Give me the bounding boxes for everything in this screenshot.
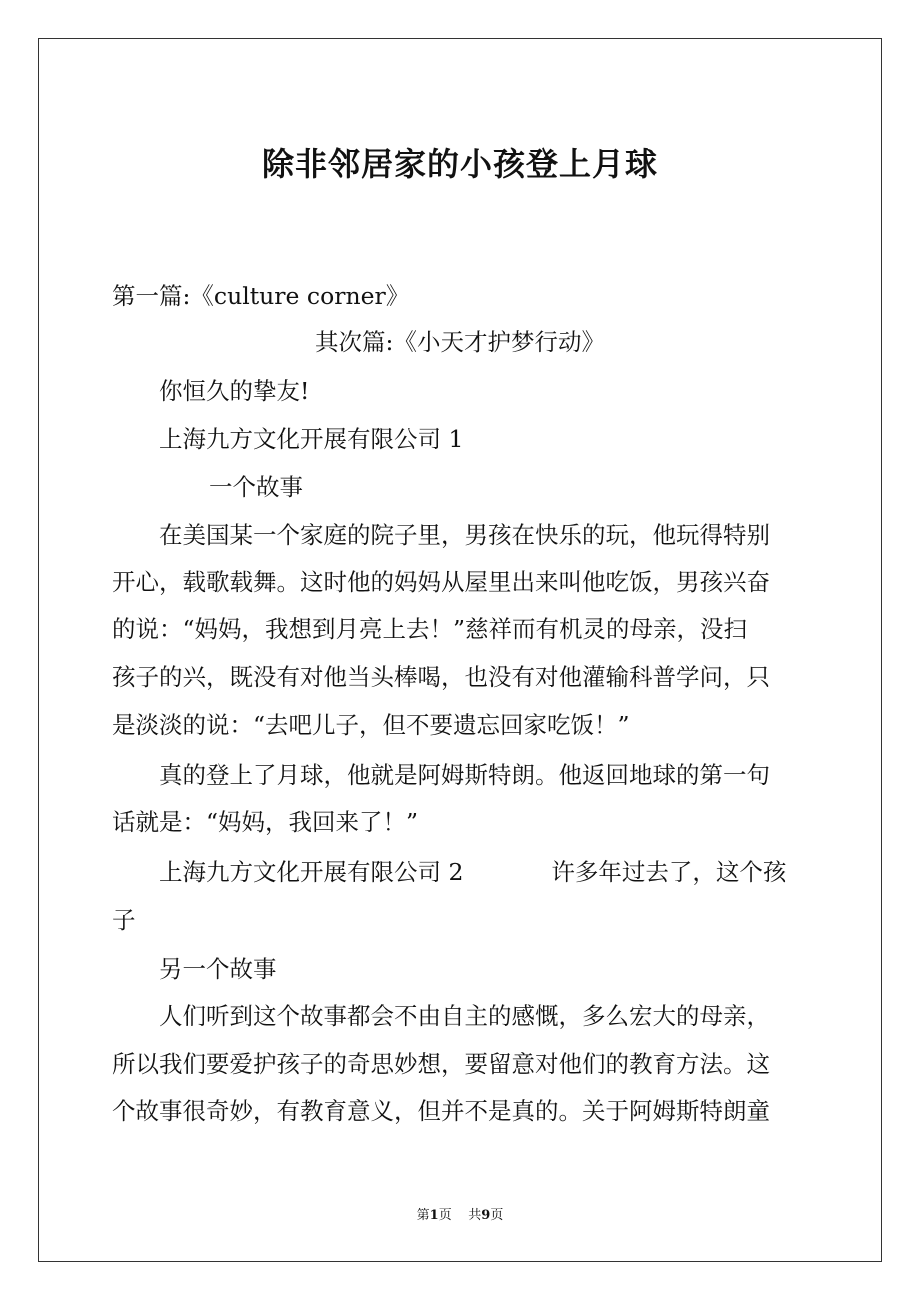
paragraph-line: 真的登上了月球，他就是阿姆斯特朗。他返回地球的第一句 — [159, 761, 770, 789]
story-heading: 一个故事 — [209, 473, 303, 501]
total-pages: 9 — [481, 1208, 491, 1223]
paragraph-line: 所以我们要爱护孩子的奇思妙想，要留意对他们的教育方法。这 — [112, 1050, 770, 1078]
paragraph-line: 子 — [112, 906, 136, 934]
paragraph-line — [112, 855, 859, 889]
page-footer — [0, 1207, 920, 1225]
continued-text: 许多年过去了，这个孩 — [551, 858, 787, 886]
paragraph-line: 个故事很奇妙，有教育意义，但并不是真的。关于阿姆斯特朗童 — [112, 1097, 770, 1125]
footer-total-unit: 页 — [490, 1208, 504, 1223]
document-title: 除非邻居家的小孩登上月球 — [261, 145, 658, 183]
footer-prefix: 第 — [416, 1208, 430, 1223]
paragraph-line: 在美国某一个家庭的院子里，男孩在快乐的玩，他玩得特别 — [159, 521, 770, 549]
paragraph-line: 人们听到这个故事都会不由自主的感慨，多么宏大的母亲， — [159, 1002, 770, 1030]
paragraph-line: 是淡淡的说：“去吧儿子，但不要遗忘回家吃饭！” — [112, 711, 630, 739]
footer-total-prefix: 共 — [468, 1208, 482, 1223]
page-number: 1 — [429, 1208, 439, 1223]
company-name: 上海九方文化开展有限公司 2 — [159, 858, 464, 886]
paragraph-line: 开心，载歌载舞。这时他的妈妈从屋里出来叫他吃饭，男孩兴奋 — [112, 568, 770, 596]
paragraph-line: 上海九方文化开展有限公司 1 — [159, 425, 464, 453]
paragraph-line: 孩子的兴，既没有对他当头棒喝，也没有对他灌输科普学问，只 — [112, 663, 770, 691]
footer-page-unit: 页 — [438, 1208, 452, 1223]
story-heading: 另一个故事 — [159, 955, 277, 983]
section-heading-1: 第一篇:《culture corner》 — [112, 282, 410, 310]
paragraph-line: 的说：“妈妈，我想到月亮上去！”慈祥而有机灵的母亲，没扫 — [112, 615, 748, 643]
paragraph-line: 话就是：“妈妈，我回来了！” — [112, 808, 419, 836]
section-heading-2: 其次篇:《小天才护梦行动》 — [315, 328, 605, 356]
paragraph-line: 你恒久的挚友! — [159, 377, 310, 405]
